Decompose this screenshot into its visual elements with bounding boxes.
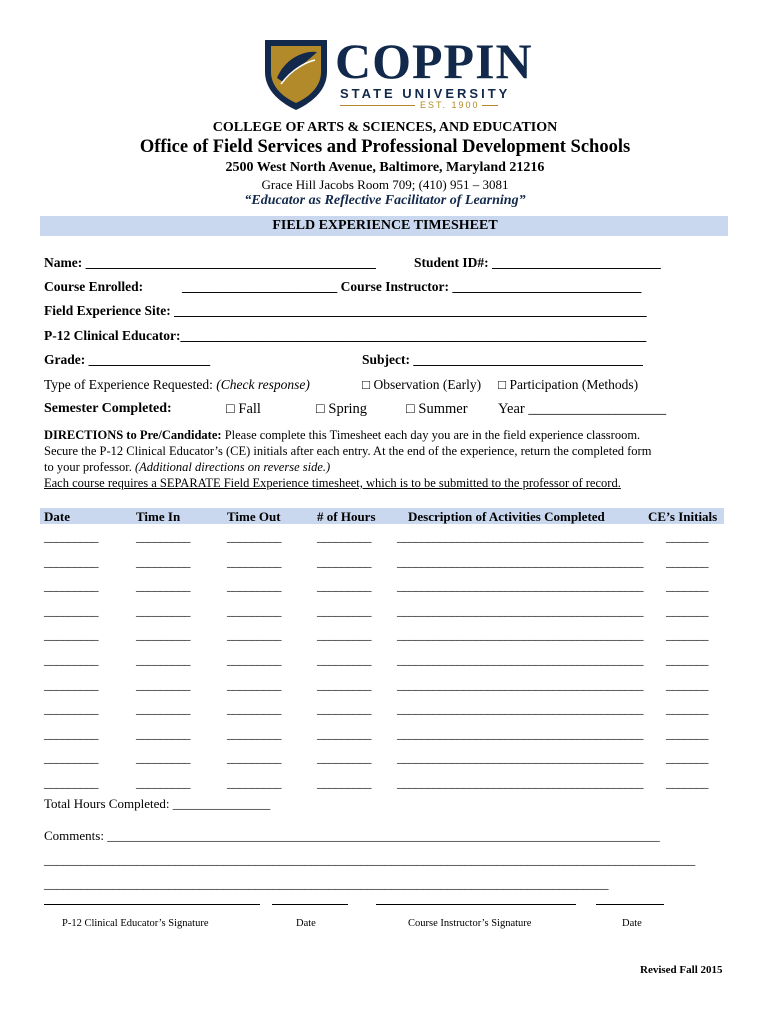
cell-hours[interactable]: _________ bbox=[317, 701, 371, 717]
cell-time-out[interactable]: _________ bbox=[227, 652, 281, 667]
cell-date[interactable]: _________ bbox=[44, 529, 98, 544]
ce-signature-label: P-12 Clinical Educator’s Signature bbox=[62, 918, 209, 929]
comments-line-3[interactable]: ___________________________________________________________________________________________ bbox=[44, 876, 609, 891]
logo-established: EST. 1900 bbox=[420, 100, 480, 110]
cell-ce-initials[interactable]: _______ bbox=[666, 775, 708, 790]
cell-date[interactable]: _________ bbox=[44, 578, 98, 594]
experience-type-label bbox=[44, 377, 310, 393]
cell-date[interactable]: _________ bbox=[44, 676, 98, 692]
summer-checkbox[interactable]: □ Summer bbox=[406, 401, 468, 417]
cell-hours[interactable]: _________ bbox=[317, 553, 371, 569]
logo-divider-right bbox=[482, 105, 498, 106]
cell-time-out[interactable]: _________ bbox=[227, 676, 281, 692]
cell-time-out[interactable]: _________ bbox=[227, 627, 281, 643]
cell-hours[interactable]: _________ bbox=[317, 602, 371, 618]
cell-ce-initials[interactable]: _______ bbox=[666, 553, 708, 569]
cell-ce-initials[interactable]: _______ bbox=[666, 652, 708, 667]
room-phone: Grace Hill Jacobs Room 709; (410) 951 – 3081 bbox=[261, 177, 509, 192]
directions-line-4: Each course requires a SEPARATE Field Experience timesheet, which is to be submitted to the professor of record. bbox=[44, 476, 621, 490]
observation-checkbox[interactable]: □ Observation (Early) bbox=[362, 377, 482, 392]
cell-hours[interactable]: _________ bbox=[317, 725, 371, 741]
cell-time-in[interactable]: _________ bbox=[136, 529, 190, 544]
cell-time-out[interactable]: _________ bbox=[227, 578, 281, 594]
cell-date[interactable]: _________ bbox=[44, 652, 98, 667]
cell-hours[interactable]: _________ bbox=[317, 750, 371, 766]
ci-date-label: Date bbox=[622, 918, 642, 929]
revised-note: Revised Fall 2015 bbox=[640, 964, 723, 976]
experience-type-hint: (Check response) bbox=[216, 377, 310, 392]
coppin-shield-logo-icon bbox=[263, 38, 329, 112]
directions-line-2: Secure the P-12 Clinical Educator’s (CE) initials after each entry. At the end of the experience, return the completed form bbox=[44, 444, 652, 458]
cell-description[interactable]: _________________________________________ bbox=[397, 578, 643, 594]
ci-signature-label: Course Instructor’s Signature bbox=[408, 918, 532, 929]
cell-description[interactable]: _________________________________________ bbox=[397, 553, 643, 569]
ce-date-label: Date bbox=[296, 918, 316, 929]
subject-field[interactable]: Subject: __________________________________ bbox=[362, 352, 643, 367]
cell-description[interactable]: _________________________________________ bbox=[397, 676, 643, 692]
logo-wordmark: COPPIN bbox=[335, 33, 533, 89]
cell-time-in[interactable]: _________ bbox=[136, 701, 190, 717]
cell-date[interactable]: _________ bbox=[44, 775, 98, 790]
ce-date-line[interactable] bbox=[272, 904, 348, 905]
cell-ce-initials[interactable]: _______ bbox=[666, 676, 708, 692]
clinical-educator-field[interactable]: P-12 Clinical Educator:_____________________________________________________________________ bbox=[44, 328, 647, 343]
cell-ce-initials[interactable]: _______ bbox=[666, 627, 708, 643]
cell-description[interactable]: _________________________________________ bbox=[397, 627, 643, 643]
cell-time-in[interactable]: _________ bbox=[136, 627, 190, 643]
course-enrolled-label: Course Enrolled: bbox=[44, 279, 144, 294]
comments-field[interactable]: Comments: _____________________________________________________________________________________ bbox=[44, 828, 660, 843]
cell-date[interactable]: _________ bbox=[44, 750, 98, 766]
year-field[interactable]: Year ___________________ bbox=[498, 401, 667, 417]
col-description: Description of Activities Completed bbox=[408, 509, 605, 524]
cell-ce-initials[interactable]: _______ bbox=[666, 578, 708, 594]
cell-time-in[interactable]: _________ bbox=[136, 553, 190, 569]
ci-signature-line[interactable] bbox=[376, 904, 576, 905]
cell-ce-initials[interactable]: _______ bbox=[666, 725, 708, 741]
cell-description[interactable]: _________________________________________ bbox=[397, 775, 643, 790]
cell-time-in[interactable]: _________ bbox=[136, 602, 190, 618]
directions-label: DIRECTIONS to Pre/Candidate: bbox=[44, 428, 222, 442]
cell-date[interactable]: _________ bbox=[44, 602, 98, 618]
directions-line-3 bbox=[44, 460, 330, 475]
col-time-in: Time In bbox=[136, 509, 181, 524]
cell-hours[interactable]: _________ bbox=[317, 775, 371, 790]
cell-time-out[interactable]: _________ bbox=[227, 725, 281, 741]
cell-ce-initials[interactable]: _______ bbox=[666, 602, 708, 618]
cell-time-out[interactable]: _________ bbox=[227, 529, 281, 544]
site-field[interactable]: Field Experience Site: ______________________________________________________________________ bbox=[44, 303, 647, 318]
name-field[interactable]: Name: ___________________________________________ bbox=[44, 255, 376, 270]
cell-time-out[interactable]: _________ bbox=[227, 553, 281, 569]
motto: “Educator as Reflective Facilitator of Learning” bbox=[244, 193, 526, 208]
cell-description[interactable]: _________________________________________ bbox=[397, 725, 643, 741]
logo-divider-left bbox=[340, 105, 415, 106]
col-time-out: Time Out bbox=[227, 509, 281, 524]
student-id-field[interactable]: Student ID#: _________________________ bbox=[414, 255, 661, 270]
cell-hours[interactable]: _________ bbox=[317, 652, 371, 667]
course-instructor-field[interactable]: _______________________ Course Instructor: ____________________________ bbox=[182, 279, 642, 294]
college-name: COLLEGE OF ARTS & SCIENCES, AND EDUCATION bbox=[212, 120, 558, 135]
cell-date[interactable]: _________ bbox=[44, 725, 98, 741]
cell-time-in[interactable]: _________ bbox=[136, 652, 190, 667]
directions-reverse-note: (Additional directions on reverse side.) bbox=[134, 460, 331, 474]
cell-description[interactable]: _________________________________________ bbox=[397, 602, 643, 618]
col-hours: # of Hours bbox=[317, 509, 376, 524]
col-ce-initials: CE’s Initials bbox=[648, 509, 718, 524]
ce-signature-line[interactable] bbox=[44, 904, 260, 905]
cell-hours[interactable]: _________ bbox=[317, 627, 371, 643]
participation-checkbox[interactable]: □ Participation (Methods) bbox=[498, 377, 639, 392]
cell-description[interactable]: _________________________________________ bbox=[397, 750, 643, 766]
cell-time-out[interactable]: _________ bbox=[227, 775, 281, 790]
cell-date[interactable]: _________ bbox=[44, 553, 98, 569]
comments-line-2[interactable]: _________________________________________________________________________________________________________ bbox=[44, 852, 696, 867]
cell-description[interactable]: _________________________________________ bbox=[397, 529, 643, 544]
experience-type-text: Type of Experience Requested: bbox=[44, 377, 213, 392]
col-date: Date bbox=[44, 509, 70, 524]
cell-description[interactable]: _________________________________________ bbox=[397, 701, 643, 717]
fall-checkbox[interactable]: □ Fall bbox=[226, 401, 261, 417]
cell-time-in[interactable]: _________ bbox=[136, 676, 190, 692]
address: 2500 West North Avenue, Baltimore, Maryland 21216 bbox=[225, 160, 545, 175]
cell-hours[interactable]: _________ bbox=[317, 529, 371, 544]
cell-time-in[interactable]: _________ bbox=[136, 578, 190, 594]
office-name: Office of Field Services and Professional Development Schools bbox=[139, 137, 631, 157]
cell-date[interactable]: _________ bbox=[44, 627, 98, 643]
ci-date-line[interactable] bbox=[596, 904, 664, 905]
cell-time-in[interactable]: _________ bbox=[136, 725, 190, 741]
cell-time-out[interactable]: _________ bbox=[227, 750, 281, 766]
directions-line-1 bbox=[44, 428, 640, 443]
cell-hours[interactable]: _________ bbox=[317, 578, 371, 594]
cell-hours[interactable]: _________ bbox=[317, 676, 371, 692]
cell-time-in[interactable]: _________ bbox=[136, 775, 190, 790]
cell-time-in[interactable]: _________ bbox=[136, 750, 190, 766]
cell-time-out[interactable]: _________ bbox=[227, 701, 281, 717]
spring-checkbox[interactable]: □ Spring bbox=[316, 401, 368, 417]
cell-description[interactable]: _________________________________________ bbox=[397, 652, 643, 667]
form-title: FIELD EXPERIENCE TIMESHEET bbox=[272, 218, 498, 233]
cell-ce-initials[interactable]: _______ bbox=[666, 529, 708, 544]
directions-text-3: to your professor. bbox=[44, 460, 135, 474]
total-hours-field[interactable]: Total Hours Completed: _______________ bbox=[44, 796, 271, 811]
grade-field[interactable]: Grade: __________________ bbox=[44, 352, 211, 367]
cell-ce-initials[interactable]: _______ bbox=[666, 750, 708, 766]
cell-date[interactable]: _________ bbox=[44, 701, 98, 717]
cell-time-out[interactable]: _________ bbox=[227, 602, 281, 618]
cell-ce-initials[interactable]: _______ bbox=[666, 701, 708, 717]
logo-subtitle: STATE UNIVERSITY bbox=[340, 86, 511, 101]
semester-label: Semester Completed: bbox=[44, 401, 172, 416]
directions-text-1: Please complete this Timesheet each day you are in the field experience classroom. bbox=[221, 428, 641, 442]
